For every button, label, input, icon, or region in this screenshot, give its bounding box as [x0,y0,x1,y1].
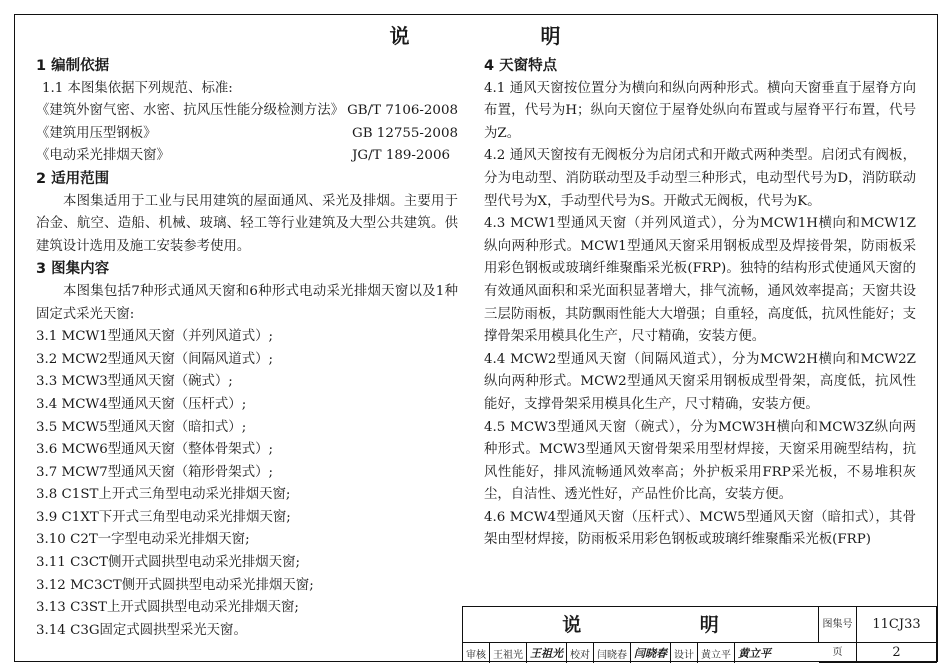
atlas-number: 11CJ33 [857,607,937,643]
section-heading-4: 4 天窗特点 [484,58,558,74]
checker-name: 闫晓春 [597,649,627,661]
scope-paragraph: 本图集适用于工业与民用建筑的屋面通风、采光及排烟。主要用于冶金、航空、造船、机械、玻璃、轻工等行业建筑及大型公共建筑。供建筑设计选用及施工安装参考使用。 [36,193,458,254]
reviewer-signature: 王祖光 [530,647,563,660]
section-heading-2: 2 适用范围 [36,170,110,187]
list-item: 3.7 MCW7型通风天窗（箱形骨架式）; [36,464,273,480]
list-item: 3.14 C3G固定式圆拱型采光天窗。 [36,622,247,638]
standard-code: JG/T 189-2006 [352,148,450,164]
section-heading-3: 3 图集内容 [36,261,110,278]
feature-paragraph: 4.6 MCW4型通风天窗（压杆式）、MCW5型通风天窗（暗扣式），其骨架由型材焊接，防雨板采用彩色钢板或玻璃纤维聚酯采光板(FRP) [484,509,916,548]
standard-name: 《建筑用压型钢板》 [36,125,157,141]
section-heading-1: 1 编制依据 [36,58,110,74]
list-item: 3.3 MCW3型通风天窗（碗式）; [36,374,233,390]
page-label: 页 [819,643,857,663]
signature-row [463,643,819,663]
standard-row [36,100,458,123]
list-item: 3.4 MCW4型通风天窗（压杆式）; [36,396,247,412]
standard-code: GB 12755-2008 [352,125,458,141]
reviewer-name: 王祖光 [493,649,523,661]
design-label: 设计 [674,649,694,661]
feature-paragraph: 4.1 通风天窗按位置分为横向和纵向两种形式。横向天窗垂直于屋脊方向布置，代号为H；纵向天窗位于屋脊处纵向布置或与屋脊平行布置，代号为Z。 [484,80,916,141]
standard-row [36,123,458,146]
feature-paragraph: 4.2 通风天窗按有无阀板分为启闭式和开敞式两种类型。启闭式有阀板，分为电动型、消防联动型及手动型三种形式，电动型代号为D，消防联动型代号为X，手动型代号为S。开敞式无阀板，代号为K。 [484,148,916,209]
designer-signature: 黄立平 [738,647,771,660]
title-block-title: 说 明 [463,607,819,643]
list-item: 3.9 C1XT下开式三角型电动采光排烟天窗; [36,509,291,525]
title-block [462,606,938,662]
list-item: 3.5 MCW5型通风天窗（暗扣式）; [36,419,247,435]
list-item: 3.8 C1ST上开式三角型电动采光排烟天窗; [36,487,291,503]
left-column [36,55,458,642]
page-number: 2 [857,643,937,663]
standard-name: 《建筑外窗气密、水密、抗风压性能分级检测方法》 [36,103,344,119]
feature-paragraph: 4.3 MCW1型通风天窗（并列风道式），分为MCW1H横向和MCW1Z纵向两种形式。MCW1型通风天窗采用钢板成型及焊接骨架，防雨板采用彩色钢板或玻璃纤维聚酯采光板(FRP)。独特的结构形式使通风天窗的有效通风面积和采光面积显著增大，排气流畅，通风效率提高；天窗共设三层防雨板，其防飘雨性能大大增强；自重轻，高度低，抗风性能好；支撑骨架采用模具化生产，尺寸精确，安装方便。 [484,216,916,345]
feature-paragraph: 4.5 MCW3型通风天窗（碗式），分为MCW3H横向和MCW3Z纵向两种形式。MCW3型通风天窗骨架采用型材焊接，天窗采用碗型结构，抗风性能好，排风流畅通风效率高；外护板采用FRP采光板，不易堆积灰尘，自洁性、透光性好，产品性价比高，安装方便。 [484,419,916,503]
list-item: 3.11 C3CT侧开式圆拱型电动采光排烟天窗; [36,555,300,571]
right-column [484,55,916,552]
check-label: 校对 [570,649,590,661]
checker-signature: 闫晓春 [634,647,667,660]
feature-paragraph: 4.4 MCW2型通风天窗（间隔风道式），分为MCW2H横向和MCW2Z纵向两种形式。MCW2型通风天窗采用钢板成型骨架，高度低，抗风性能好，支撑骨架采用模具化生产，尺寸精确，安装方便。 [484,351,916,412]
contents-intro: 本图集包括7种形式通风天窗和6种形式电动采光排烟天窗以及1种固定式采光天窗: [36,283,458,322]
designer-name: 黄立平 [701,649,731,661]
list-item: 3.2 MCW2型通风天窗（间隔风道式）; [36,351,273,367]
review-label: 审核 [466,649,486,661]
list-item: 3.10 C2T一字型电动采光排烟天窗; [36,532,250,548]
standards-intro: 1.1 本图集依据下列规范、标准: [42,80,233,96]
atlas-number-label: 图集号 [819,607,857,643]
list-item: 3.1 MCW1型通风天窗（并列风道式）; [36,329,273,345]
standard-code: GB/T 7106-2008 [347,103,458,119]
list-item: 3.13 C3ST上开式圆拱型电动采光排烟天窗; [36,600,299,616]
list-item: 3.6 MCW6型通风天窗（整体骨架式）; [36,442,273,458]
standard-row [36,145,458,168]
page-title: 说 明 [389,24,623,48]
standard-name: 《电动采光排烟天窗》 [36,148,170,164]
list-item: 3.12 MC3CT侧开式圆拱型电动采光排烟天窗; [36,577,314,593]
